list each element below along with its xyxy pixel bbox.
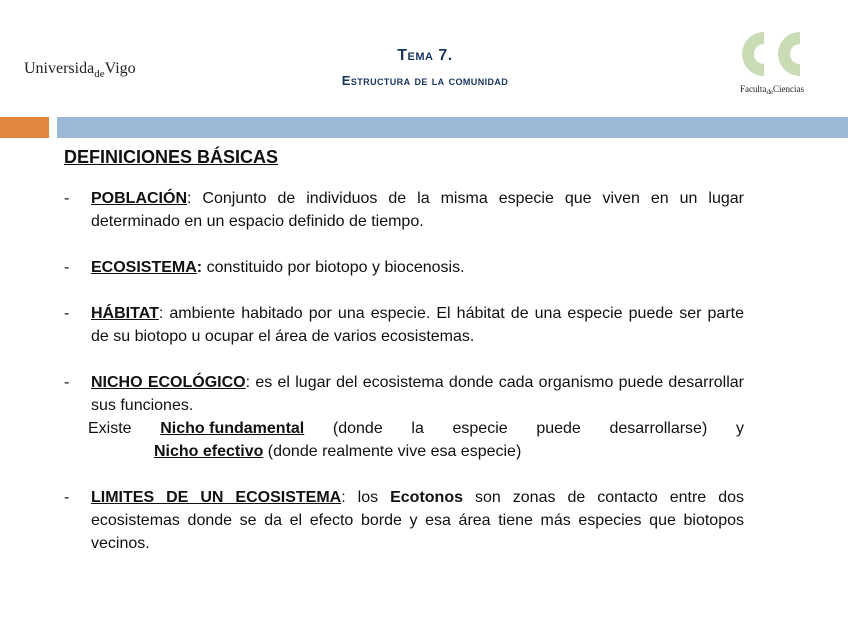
definition-text: : los xyxy=(341,489,391,506)
bullet-dash: - xyxy=(64,489,70,506)
cc-logo-icon xyxy=(734,26,810,82)
term-habitat: HÁBITAT xyxy=(91,305,159,322)
existe-text: y xyxy=(735,420,744,437)
definition-item-habitat xyxy=(64,302,744,348)
definition-item-nicho xyxy=(64,371,744,463)
term-nicho-efectivo: Nicho efectivo xyxy=(154,443,264,460)
logo-text-universida: Universida xyxy=(24,60,95,77)
definition-item-poblacion xyxy=(64,187,744,233)
definition-text: : es el lugar del ecosistema donde cada organismo puede desarrollar sus funciones. xyxy=(91,374,745,414)
term-nicho-ecologico: NICHO ECOLÓGICO xyxy=(91,374,246,391)
header-band-blue xyxy=(57,117,848,138)
bullet-dash: - xyxy=(64,374,70,391)
universidad-de-vigo-logo xyxy=(24,60,136,78)
definition-text: : Conjunto de individuos de la misma especie que viven en un lugar determinado en un espacio definido de tiempo. xyxy=(91,190,744,230)
nicho-types-line xyxy=(64,417,744,440)
existe-text: (donde xyxy=(332,420,383,437)
term-ecosistema: ECOSISTEMA xyxy=(91,259,197,276)
caption-ciencias: Ciencias xyxy=(773,84,805,94)
term-nicho-fundamental: Nicho fundamental xyxy=(160,420,305,437)
existe-word: Existe xyxy=(88,420,132,437)
definition-text: : ambiente habitado por una especie. El hábitat de una especie puede ser parte de su biotopo u ocupar el área de varios ecosistemas. xyxy=(91,305,744,345)
existe-text: puede xyxy=(536,420,581,437)
slide-title: Tema 7. xyxy=(397,47,453,64)
section-heading: DEFINICIONES BÁSICAS xyxy=(64,147,279,167)
slide-title-block xyxy=(250,47,600,88)
caption-faculta: Faculta xyxy=(739,84,767,94)
term-colon: : xyxy=(196,259,203,276)
existe-text: especie xyxy=(452,420,508,437)
nicho-efectivo-text: (donde realmente vive esa especie) xyxy=(263,443,522,460)
slide-subtitle: Estructura de la comunidad xyxy=(341,73,509,88)
bullet-dash: - xyxy=(64,190,70,207)
definition-text: son zonas de contacto entre dos ecosistemas donde se da el efecto borde y esa área tiene más especies que biotopos vecinos. xyxy=(91,489,744,552)
term-poblacion: POBLACIÓN xyxy=(91,190,187,207)
existe-text: desarrollarse) xyxy=(609,420,708,437)
facultad-de-ciencias-logo xyxy=(726,26,818,102)
existe-text: la xyxy=(411,420,424,437)
term-ecotonos: Ecotonos xyxy=(390,489,463,506)
bullet-dash: - xyxy=(64,259,70,276)
bullet-dash: - xyxy=(64,305,70,322)
faculty-caption xyxy=(726,84,818,94)
header-band-orange xyxy=(0,117,49,138)
term-limites-ecosistema: LIMITES DE UN ECOSISTEMA xyxy=(91,489,342,506)
logo-text-vigo: Vigo xyxy=(104,60,136,77)
nicho-efectivo-line xyxy=(64,440,744,463)
logo-text-de: de xyxy=(94,68,105,80)
definition-item-limites xyxy=(64,486,744,555)
caption-de: de xyxy=(766,88,774,96)
definition-text: constituido por biotopo y biocenosis. xyxy=(202,259,465,276)
definition-item-ecosistema xyxy=(64,256,744,279)
slide-content xyxy=(64,146,744,578)
